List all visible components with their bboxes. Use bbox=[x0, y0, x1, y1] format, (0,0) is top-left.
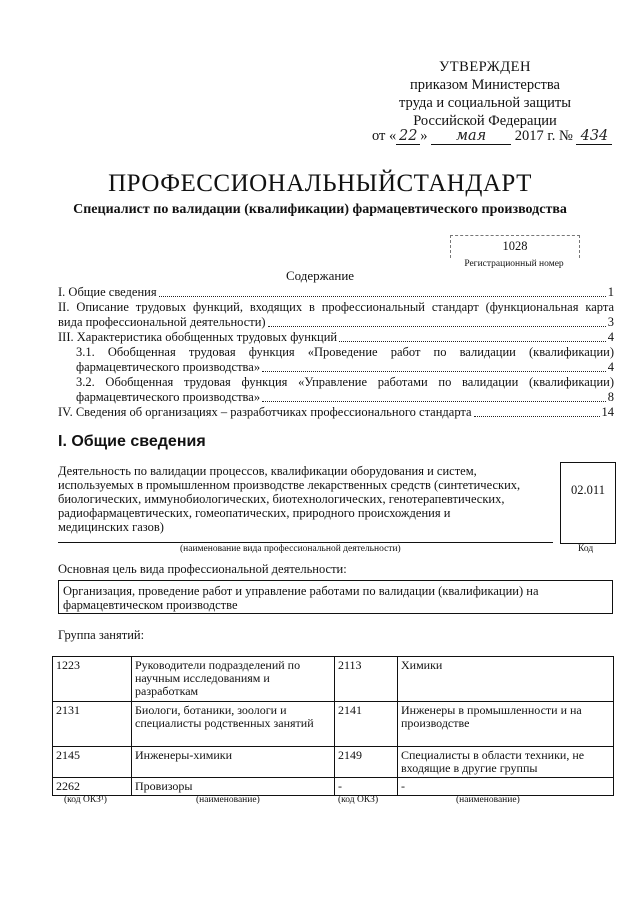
footer-name-2: (наименование) bbox=[456, 795, 520, 805]
approval-line-3: труда и социальной защиты bbox=[399, 95, 571, 111]
approval-line-4: Российской Федерации bbox=[413, 113, 557, 129]
group-label: Группа занятий: bbox=[58, 628, 145, 642]
toc-item-page: 14 bbox=[601, 405, 614, 419]
goal-line: Организация, проведение работ и управление работами по валидации (квалификации) на bbox=[63, 584, 539, 598]
toc-item-text: фармацевтического производства» bbox=[76, 360, 261, 374]
approval-block bbox=[370, 58, 600, 130]
registration-number: 1028 bbox=[502, 239, 528, 253]
date-year: 2017 г. № bbox=[514, 128, 573, 144]
table-row bbox=[53, 657, 614, 702]
table-row bbox=[53, 778, 614, 796]
toc-item-line: 3.2. Обобщенная трудовая функция «Управление работами по валидации (квалификации) bbox=[76, 375, 614, 389]
toc-item-1[interactable] bbox=[58, 285, 614, 300]
approval-date-line bbox=[372, 128, 612, 145]
toc-item-page: 1 bbox=[607, 285, 614, 299]
code-caption: Код bbox=[578, 544, 594, 554]
okz-code: 2113 bbox=[335, 657, 398, 702]
date-day: 22 bbox=[396, 128, 420, 145]
okz-code: 2149 bbox=[335, 747, 398, 778]
activity-underline bbox=[58, 542, 553, 543]
okz-code: 2131 bbox=[53, 702, 132, 747]
activity-description bbox=[58, 464, 553, 534]
toc-item-3-2[interactable] bbox=[58, 375, 614, 405]
goal-box bbox=[58, 580, 613, 614]
activity-line: Деятельность по валидации процессов, квалификации оборудования и систем, bbox=[58, 464, 477, 478]
activity-line: биологических, иммунобиологических, биотехнологических, генотерапевтических, bbox=[58, 492, 505, 506]
toc-item-text: III. Характеристика обобщенных трудовых функций bbox=[58, 330, 338, 344]
occupation-name: Специалисты в области техники, не входящие в другие группы bbox=[398, 747, 614, 778]
document-subtitle: Специалист по валидации (квалификации) фармацевтического производства bbox=[73, 202, 567, 217]
occupation-name: Биологи, ботаники, зоологи и специалисты родственных занятий bbox=[132, 702, 335, 747]
toc-item-text: фармацевтического производства» bbox=[76, 390, 261, 404]
toc-item-line: 3.1. Обобщенная трудовая функция «Проведение работ по валидации (квалификации) bbox=[76, 345, 614, 359]
toc-item-2[interactable] bbox=[58, 300, 614, 330]
registration-label: Регистрационный номер bbox=[464, 259, 564, 269]
activity-line: используемых в промышленном производстве лекарственных средств (синтетических, bbox=[58, 478, 521, 492]
toc-item-page: 4 bbox=[607, 360, 614, 374]
footer-name: (наименование) bbox=[196, 795, 260, 805]
okz-code: 2262 bbox=[53, 778, 132, 796]
footer-okz-code-2: (код ОКЗ) bbox=[338, 795, 379, 805]
section-heading: I. Общие сведения bbox=[58, 433, 206, 450]
approval-title: УТВЕРЖДЕН bbox=[439, 59, 531, 75]
table-row bbox=[53, 747, 614, 778]
toc-item-page: 8 bbox=[607, 390, 614, 404]
goal-line: фармацевтическом производстве bbox=[63, 598, 238, 612]
toc-item-3[interactable] bbox=[58, 330, 614, 345]
order-number: 434 bbox=[576, 128, 612, 145]
occupation-name: Провизоры bbox=[132, 778, 335, 796]
occupation-groups-table bbox=[52, 656, 614, 796]
toc-item-line: II. Описание трудовых функций, входящих в профессиональный стандарт (функциональная карта bbox=[58, 300, 614, 314]
toc-item-page: 3 bbox=[607, 315, 614, 329]
activity-code-box bbox=[560, 462, 616, 544]
activity-line: радиофармацевтических, гомеопатических, природного происхождения и bbox=[58, 506, 451, 520]
toc-item-4[interactable] bbox=[58, 405, 614, 420]
okz-code: 1223 bbox=[53, 657, 132, 702]
toc-item-text: вида профессиональной деятельности) bbox=[58, 315, 266, 329]
toc-item-3-1[interactable] bbox=[58, 345, 614, 375]
activity-code: 02.011 bbox=[571, 483, 605, 497]
footer-okz-code: (код ОКЗ¹) bbox=[64, 795, 107, 805]
activity-line: медицинских газов) bbox=[58, 520, 164, 534]
okz-code: - bbox=[335, 778, 398, 796]
table-row bbox=[53, 702, 614, 747]
toc-title: Содержание bbox=[285, 268, 355, 283]
toc-item-text: IV. Сведения об организациях – разработчиках профессионального стандарта bbox=[58, 405, 472, 419]
toc-item-text: I. Общие сведения bbox=[58, 285, 157, 299]
okz-code: 2145 bbox=[53, 747, 132, 778]
goal-label: Основная цель вида профессиональной деятельности: bbox=[58, 562, 347, 576]
occupation-name: Руководители подразделений по научным исследованиям и разработкам bbox=[132, 657, 335, 702]
date-month: мая bbox=[431, 128, 511, 145]
occupation-name: Инженеры в промышленности и на производстве bbox=[398, 702, 614, 747]
document-title: ПРОФЕССИОНАЛЬНЫЙСТАНДАРТ bbox=[108, 170, 532, 197]
okz-code: 2141 bbox=[335, 702, 398, 747]
occupation-name: - bbox=[398, 778, 614, 796]
table-of-contents bbox=[58, 285, 614, 420]
registration-number-box bbox=[450, 235, 580, 258]
activity-caption: (наименование вида профессиональной деятельности) bbox=[180, 544, 401, 554]
date-prefix: от « bbox=[372, 128, 397, 144]
approval-line-2: приказом Министерства bbox=[410, 77, 560, 93]
occupation-name: Химики bbox=[398, 657, 614, 702]
toc-item-page: 4 bbox=[607, 330, 614, 344]
date-mid: » bbox=[420, 128, 428, 144]
occupation-name: Инженеры-химики bbox=[132, 747, 335, 778]
